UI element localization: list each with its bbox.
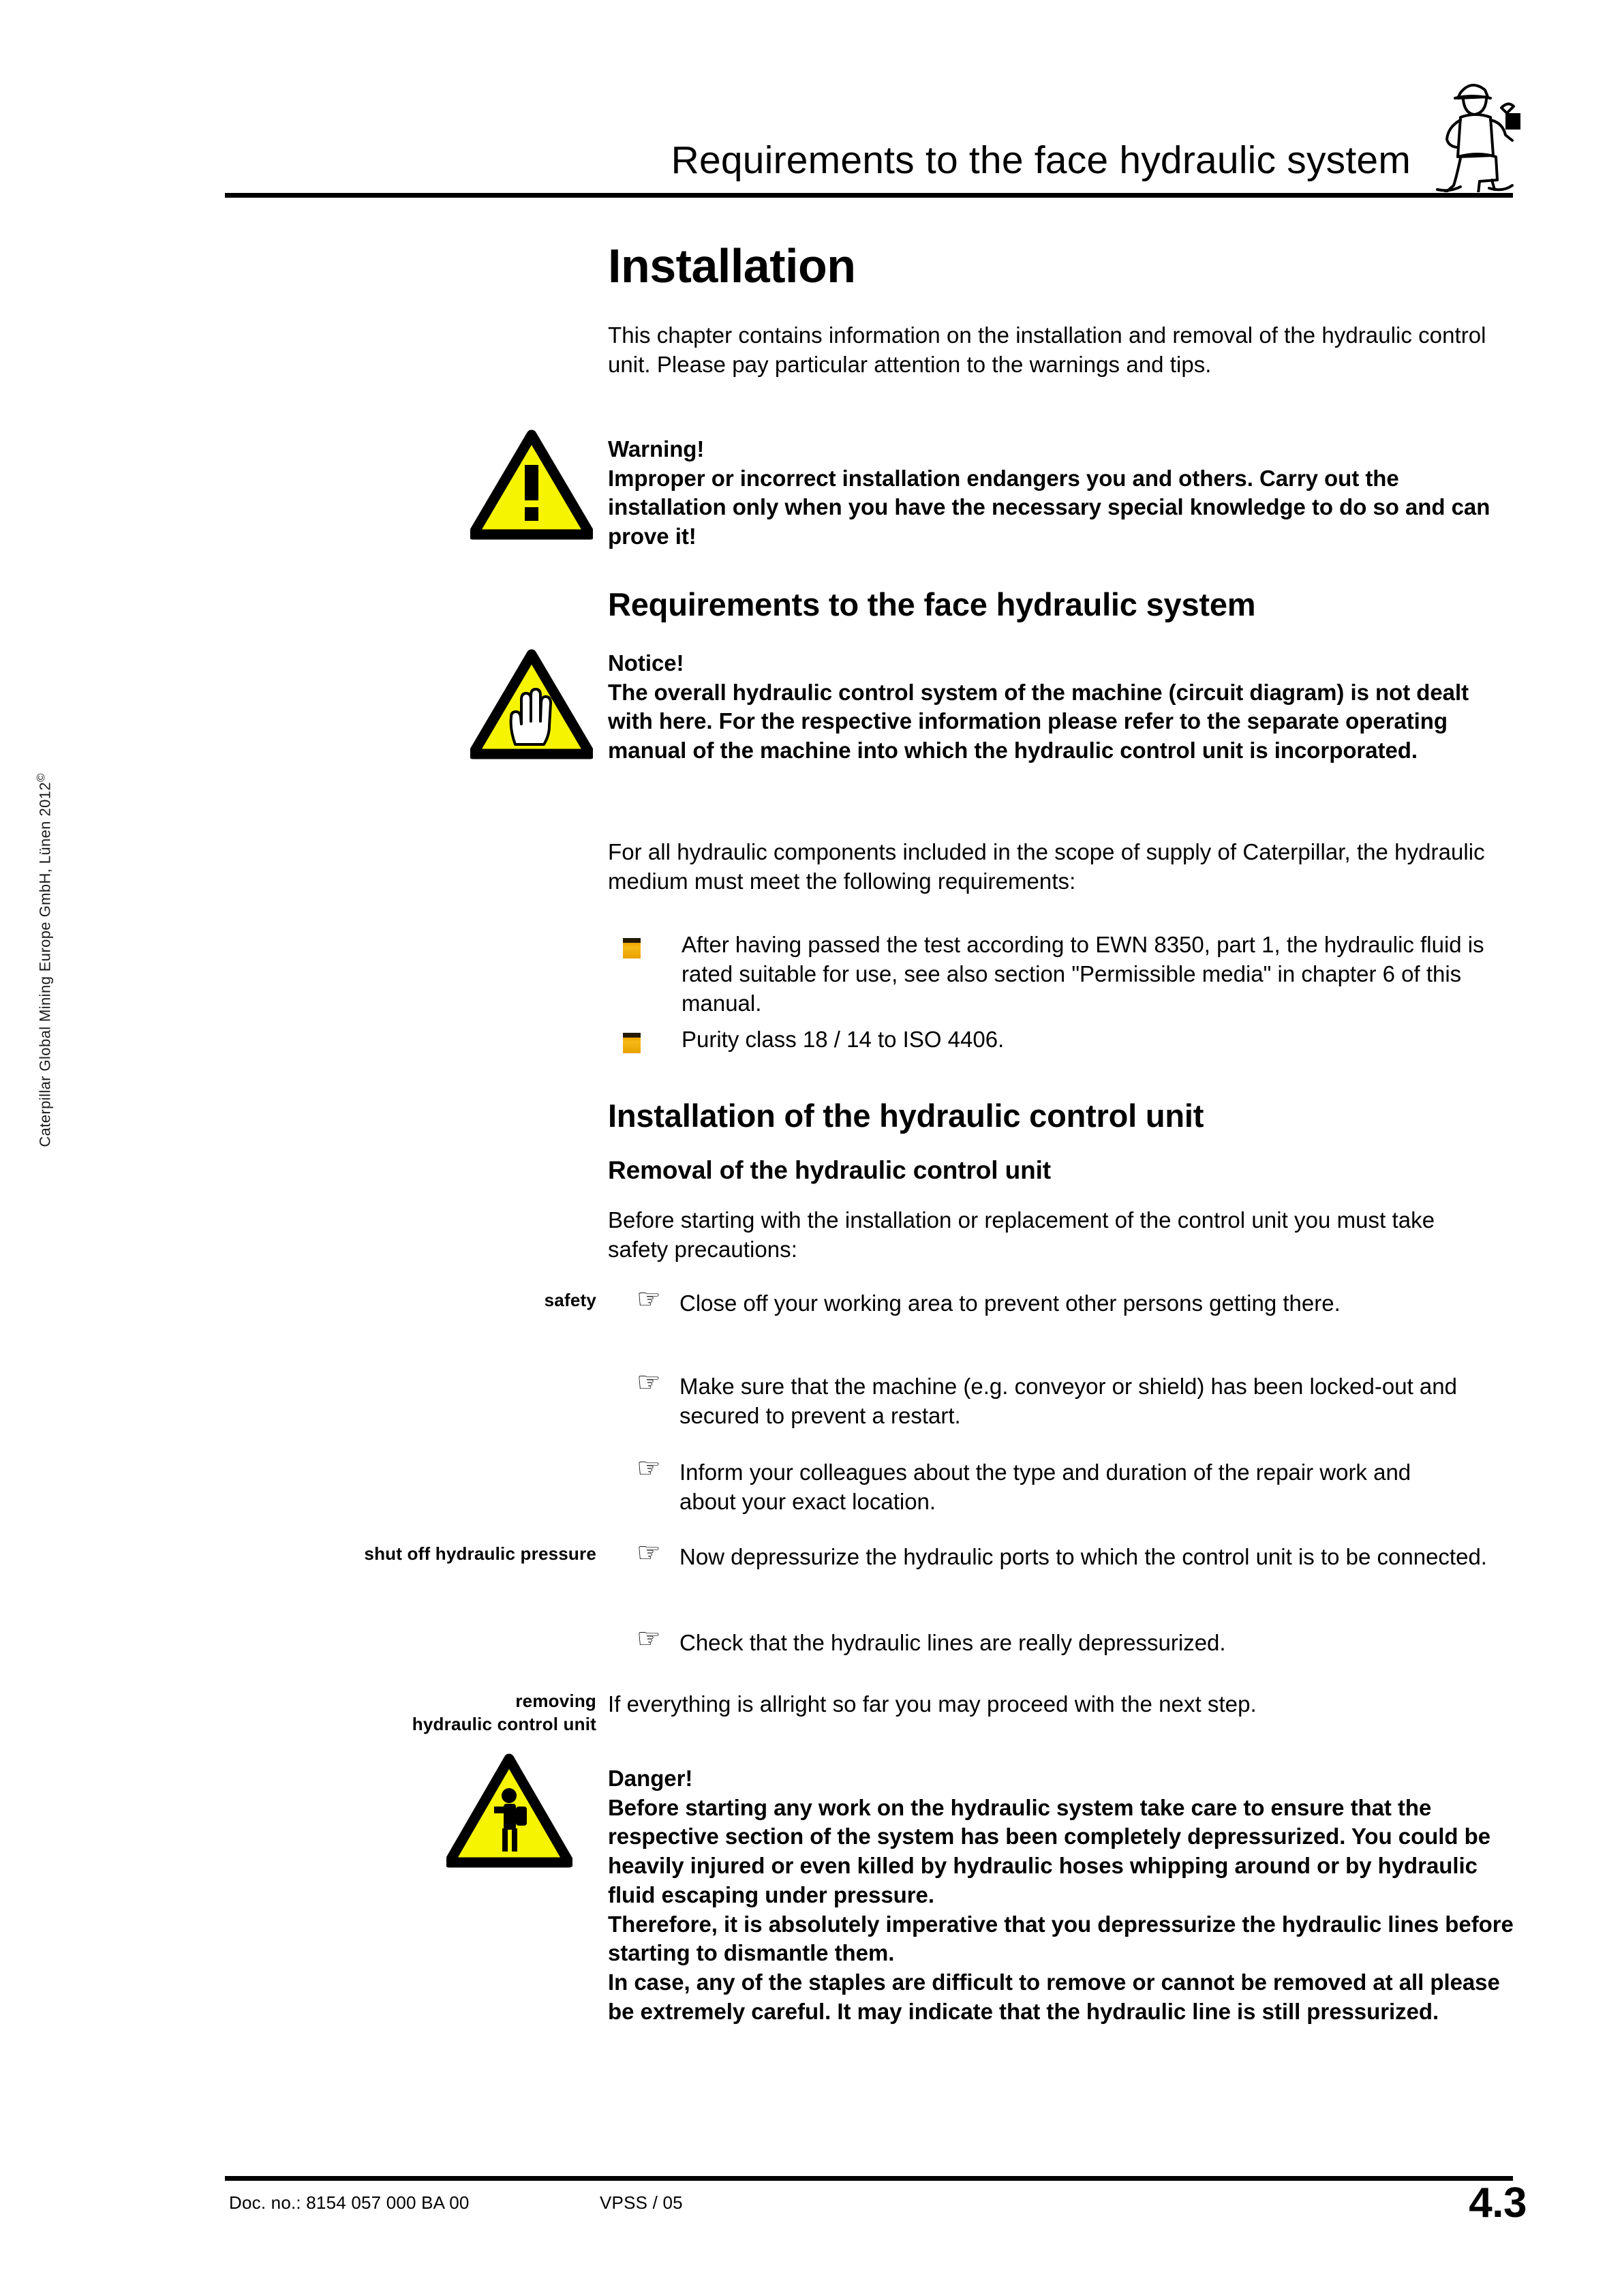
step-text: Make sure that the machine (e.g. conveyor or shield) has been locked-out and secured to prevent a restart. (679, 1374, 1457, 1429)
pointing-hand-icon: ☞ (637, 1453, 661, 1484)
list-item (608, 1367, 1521, 1430)
margin-label-safety: safety (544, 1290, 596, 1310)
step-text: Inform your colleagues about the type and duration of the repair work and about your exact location. (679, 1460, 1411, 1515)
requirement-text: After having passed the test according to EWN 8350, part 1, the hydraulic fluid is rated suitable for use, see also section "Permissible media" in chapter 6 of this manual. (682, 932, 1484, 1016)
margin-label-removing (174, 1689, 596, 1736)
footer-document-number: Doc. no.: 8154 057 000 BA 00 (229, 2192, 470, 2213)
warning-triangle-exclamation-icon (470, 429, 593, 540)
warning-triangle-person-icon (446, 1753, 572, 1868)
warning-heading: Warning! (608, 436, 705, 462)
section-heading-installation: Installation of the hydraulic control unit (608, 1098, 1204, 1134)
notice-heading: Notice! (608, 650, 684, 676)
subsection-heading-removal: Removal of the hydraulic control unit (608, 1156, 1052, 1184)
list-item (608, 930, 1514, 1018)
margin-label-removing-line2: hydraulic control unit (412, 1714, 596, 1735)
danger-paragraph-3: In case, any of the staples are difficult to remove or cannot be removed at all please be extremely careful. It may indicate that the hydraulic line is still pressurized. (608, 1969, 1500, 2024)
proceed-paragraph: If everything is allright so far you may proceed with the next step. (608, 1691, 1257, 1717)
header-title: Requirements to the face hydraulic system (671, 138, 1411, 182)
step-text: Check that the hydraulic lines are really depressurized. (679, 1630, 1226, 1655)
requirement-text: Purity class 18 / 14 to ISO 4406. (682, 1027, 1005, 1052)
section-heading-requirements: Requirements to the face hydraulic system (608, 586, 1256, 622)
margin-label-shut-off: shut off hydraulic pressure (364, 1543, 596, 1564)
step-text: Close off your working area to prevent other persons getting there. (679, 1290, 1341, 1316)
danger-paragraph-2: Therefore, it is absolutely imperative that you depressurize the hydraulic lines before starting to dismantle them. (608, 1911, 1514, 1966)
square-bullet-icon (623, 1033, 641, 1053)
notice-body: The overall hydraulic control system of the machine (circuit diagram) is not dealt with here. For the respective information please refer to the separate operating manual of the machine into which the hydraulic control unit is incorporated. (608, 679, 1469, 764)
list-item (608, 1453, 1460, 1516)
removal-intro: Before starting with the installation or replacement of the control unit you must take safety precautions: (608, 1207, 1435, 1263)
danger-paragraph-1: Before starting any work on the hydraulic system take care to ensure that the respective section of the system has been completely depressurized. You could be heavily injured or even killed by hydraulic hoses whipping around or by hydraulic fluid escaping under pressure. (608, 1794, 1491, 1907)
pointing-hand-icon: ☞ (637, 1367, 661, 1398)
footer-variant: VPSS / 05 (600, 2192, 683, 2213)
footer-rule (225, 2176, 1513, 2181)
pointing-hand-icon: ☞ (637, 1537, 661, 1569)
list-item (608, 1025, 1514, 1054)
requirements-intro: For all hydraulic components included in the scope of supply of Caterpillar, the hydraulic medium must meet the following requirements: (608, 839, 1485, 894)
warning-triangle-hand-icon (470, 649, 593, 759)
pointing-hand-icon: ☞ (637, 1623, 661, 1655)
copyright-mark: © (34, 773, 48, 782)
copyright-text: Caterpillar Global Mining Europe GmbH, Lünen 2012 (36, 781, 54, 1147)
page-number: 4.3 (1469, 2179, 1527, 2226)
list-item (608, 1623, 1508, 1657)
page-title: Installation (608, 239, 856, 292)
square-bullet-icon (623, 938, 641, 958)
margin-label-removing-line1: removing (515, 1691, 596, 1711)
pointing-hand-icon: ☞ (637, 1284, 661, 1315)
step-text: Now depressurize the hydraulic ports to which the control unit is to be connected. (679, 1544, 1487, 1569)
danger-heading: Danger! (608, 1766, 693, 1791)
list-item (608, 1537, 1521, 1571)
list-item (608, 1284, 1501, 1318)
intro-paragraph: This chapter contains information on the installation and removal of the hydraulic control unit. Please pay particular attention to the warnings and tips. (608, 322, 1486, 378)
warning-body: Improper or incorrect installation endangers you and others. Carry out the installation only when you have the necessary special knowledge to do so and can prove it! (608, 465, 1490, 549)
